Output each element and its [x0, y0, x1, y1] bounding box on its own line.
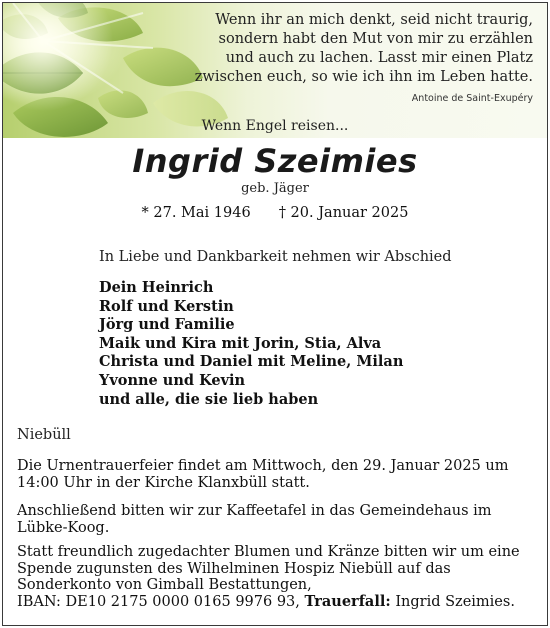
header-banner	[3, 3, 547, 138]
list-item: Yvonne und Kevin	[99, 371, 246, 389]
life-dates	[3, 205, 547, 221]
list-item: Jörg und Familie	[99, 316, 235, 334]
quote	[173, 11, 533, 87]
angels-line: Wenn Engel reisen...	[201, 118, 349, 134]
iban: IBAN: DE10 2175 0000 0165 9976 93,	[17, 593, 300, 610]
list-item: und alle, die sie lieb haben	[99, 390, 319, 408]
coffee-paragraph: Anschließend bitten wir zur Kaffeetafel in das Gemeindehaus im Lübke-Koog.	[17, 503, 492, 536]
list-item: Christa und Daniel mit Meline, Milan	[99, 353, 404, 371]
birth-date: * 27. Mai 1946	[141, 205, 251, 221]
farewell-line: In Liebe und Dankbarkeit nehmen wir Abschied	[99, 249, 452, 265]
donation-text: Statt freundlich zugedachter Blumen und Kränze bitten wir um eine Spende zugunsten des Wilhelminen Hospiz Niebüll auf das Sonderkonto von Gimball Bestattungen,	[17, 544, 520, 593]
family-list	[99, 279, 403, 409]
reference-value: Ingrid Szeimies.	[395, 593, 515, 610]
list-item: Maik und Kira mit Jorin, Stia, Alva	[99, 334, 382, 352]
quote-line: zwischen euch, so wie ich ihn im Leben hatte.	[194, 69, 533, 85]
birth-name: geb. Jäger	[241, 181, 309, 196]
list-item: Rolf und Kerstin	[99, 297, 234, 315]
death-date: † 20. Januar 2025	[278, 205, 409, 221]
list-item: Dein Heinrich	[99, 279, 214, 296]
deceased-name: Ingrid Szeimies	[132, 142, 418, 180]
ceremony-paragraph: Die Urnentrauerfeier findet am Mittwoch, den 29. Januar 2025 um 14:00 Uhr in der Kirche Klanxbüll statt.	[17, 458, 509, 491]
donation-paragraph	[17, 544, 537, 610]
place: Niebüll	[17, 427, 71, 443]
quote-line: sondern habt den Mut von mir zu erzählen	[218, 31, 533, 47]
obituary-notice	[2, 2, 548, 626]
quote-line: und auch zu lachen. Lasst mir einen Platz	[225, 50, 533, 66]
reference-label: Trauerfall:	[304, 592, 391, 610]
quote-author: Antoine de Saint-Exupéry	[411, 93, 533, 104]
quote-line: Wenn ihr an mich denkt, seid nicht traurig,	[215, 12, 533, 28]
